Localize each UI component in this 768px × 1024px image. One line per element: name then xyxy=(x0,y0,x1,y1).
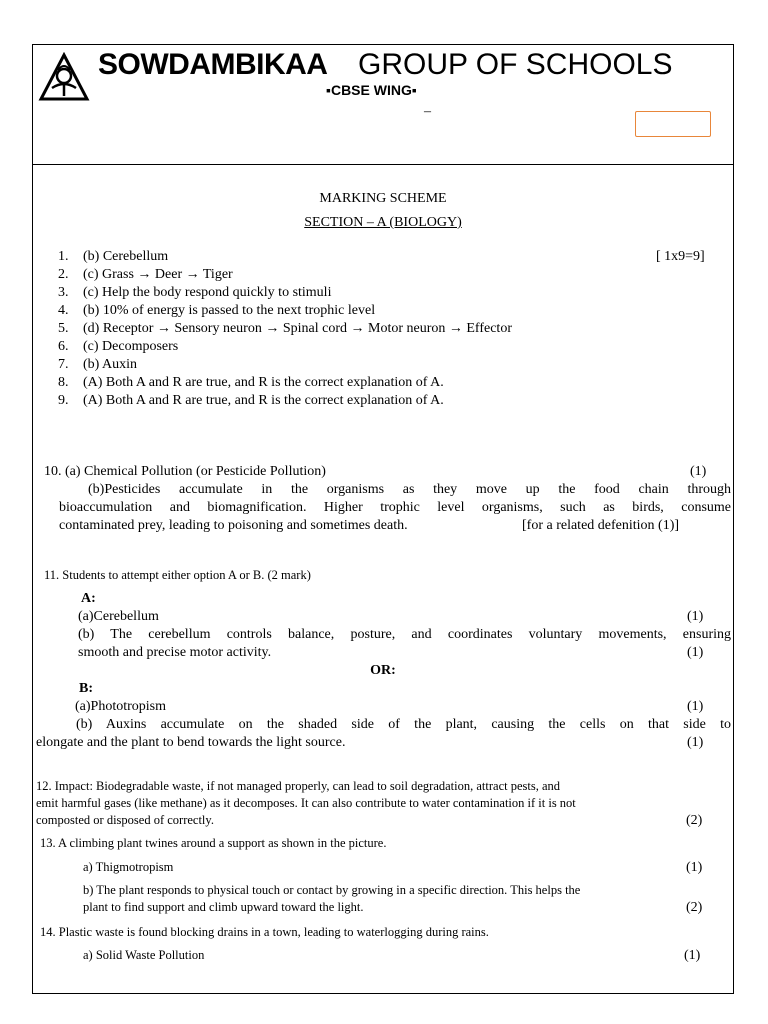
q14-a-mark: (1) xyxy=(684,948,701,963)
school-group-title: GROUP OF SCHOOLS xyxy=(358,48,673,81)
q11-b1: (a)Phototropism xyxy=(75,699,166,714)
header-divider xyxy=(32,164,734,165)
q11-b2-mark: (1) xyxy=(687,735,704,750)
list-item: 1. (b) Cerebellum xyxy=(58,249,169,264)
q10-part-b-line1: (b)Pesticides accumulate in the organisms as they move up the food chain through xyxy=(88,482,731,497)
q11-b1-mark: (1) xyxy=(687,699,704,714)
q10-part-a: 10. (a) Chemical Pollution (or Pesticide Pollution) xyxy=(44,464,326,479)
q13-b-mark: (2) xyxy=(686,900,703,915)
list-item: 6. (c) Decomposers xyxy=(58,339,179,354)
q10-a-mark: (1) xyxy=(690,464,707,479)
school-brand: SOWDAMBIKAA xyxy=(98,48,328,81)
cbse-wing-label: ▪CBSE WING▪ xyxy=(326,82,417,98)
q11-a2-mark: (1) xyxy=(687,645,704,660)
q12-mark: (2) xyxy=(686,813,703,828)
marks-box xyxy=(635,111,711,137)
list-item: 9. (A) Both A and R are true, and R is the correct explanation of A. xyxy=(58,393,444,408)
q11-b2-line2: elongate and the plant to bend towards the light source. xyxy=(36,735,346,750)
q10-b-note: [for a related defenition (1)] xyxy=(522,518,680,533)
school-logo-icon xyxy=(38,52,90,104)
list-item: 4. (b) 10% of energy is passed to the next trophic level xyxy=(58,303,376,318)
list-item: 3. (c) Help the body respond quickly to stimuli xyxy=(58,285,332,300)
q11-option-b-label: B: xyxy=(79,681,93,696)
q12-line2: emit harmful gases (like methane) as it decomposes. It can also contribute to water contamination if it is not xyxy=(36,796,576,810)
list-item: 5. (d) Receptor → Sensory neuron → Spinal cord → Motor neuron → Effector xyxy=(58,321,512,336)
q10-part-b-line2: bioaccumulation and biomagnification. Higher trophic level organisms, such as birds, consume xyxy=(59,500,731,515)
list-item: 8. (A) Both A and R are true, and R is the correct explanation of A. xyxy=(58,375,444,390)
mcq-marks-note: [ 1x9=9] xyxy=(656,249,705,264)
list-item: 7. (b) Auxin xyxy=(58,357,138,372)
q12-line1: 12. Impact: Biodegradable waste, if not managed properly, can lead to soil degradation, attract pests, and xyxy=(36,779,561,793)
q12-line3: composted or disposed of correctly. xyxy=(36,813,214,827)
q13-a: a) Thigmotropism xyxy=(83,860,174,874)
section-title: SECTION – A (BIOLOGY) xyxy=(304,215,462,230)
q13-intro: 13. A climbing plant twines around a support as shown in the picture. xyxy=(40,836,387,850)
q11-a2-line1: (b) The cerebellum controls balance, posture, and coordinates voluntary movements, ensuring xyxy=(78,627,731,642)
q11-or: OR: xyxy=(370,663,396,678)
q11-b2-line1: (b) Auxins accumulate on the shaded side of the plant, causing the cells on that side to xyxy=(76,717,731,732)
q13-b-line2: plant to find support and climb upward toward the light. xyxy=(83,900,364,914)
q10-part-b-line3: contaminated prey, leading to poisoning and sometimes death. xyxy=(59,518,408,533)
q14-intro: 14. Plastic waste is found blocking drains in a town, leading to waterlogging during rains. xyxy=(40,925,489,939)
page-title: MARKING SCHEME xyxy=(319,191,447,206)
list-item: 2. (c) Grass → Deer → Tiger xyxy=(58,267,233,282)
q11-intro: 11. Students to attempt either option A or B. (2 mark) xyxy=(44,568,311,582)
q11-option-a-label: A: xyxy=(81,591,96,606)
q11-a1: (a)Cerebellum xyxy=(78,609,159,624)
q13-b-line1: b) The plant responds to physical touch or contact by growing in a specific direction. This helps the xyxy=(83,883,581,897)
q13-a-mark: (1) xyxy=(686,860,703,875)
q11-a1-mark: (1) xyxy=(687,609,704,624)
q11-a2-line2: smooth and precise motor activity. xyxy=(78,645,272,660)
q14-a: a) Solid Waste Pollution xyxy=(83,948,205,962)
header-dash: – xyxy=(424,104,431,119)
